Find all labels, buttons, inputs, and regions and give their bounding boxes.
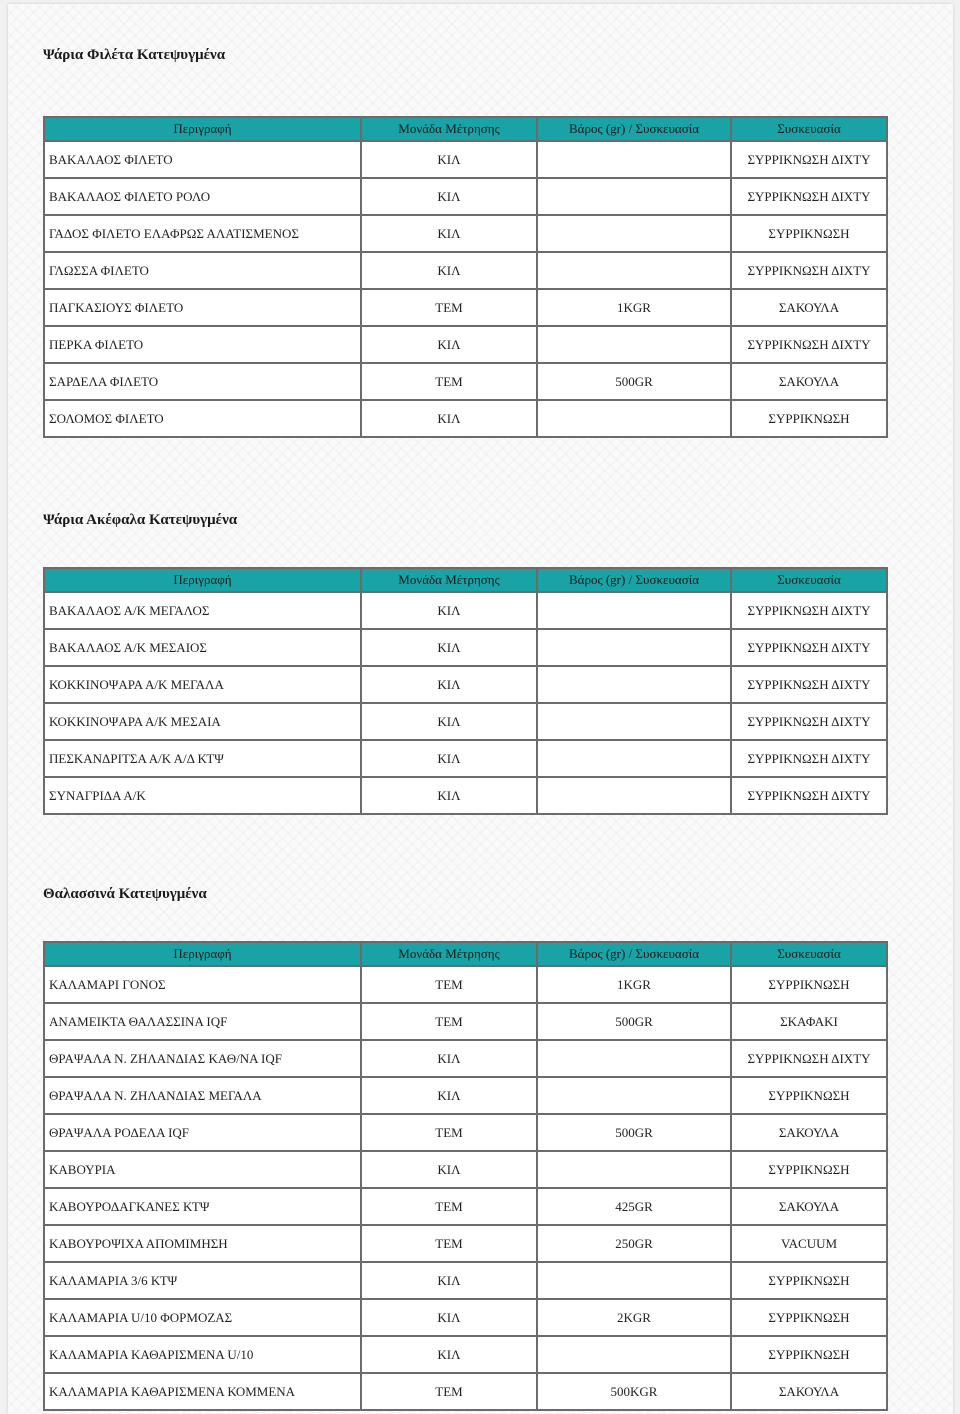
cell-unit: ΤΕΜ	[361, 1114, 537, 1151]
cell-unit: ΚΙΛ	[361, 592, 537, 629]
table-row	[44, 141, 887, 178]
cell-weight: 250GR	[537, 1225, 731, 1262]
cell-weight: 1KGR	[537, 966, 731, 1003]
cell-packaging: ΣΥΡΡΙΚΝΩΣΗ ΔΙΧΤΥ	[731, 141, 887, 178]
cell-packaging: ΣΑΚΟΥΛΑ	[731, 1114, 887, 1151]
cell-unit: ΚΙΛ	[361, 703, 537, 740]
column-header-packaging: Συσκευασία	[731, 568, 887, 592]
cell-weight	[537, 740, 731, 777]
cell-unit: ΚΙΛ	[361, 1336, 537, 1373]
cell-description: ΒΑΚΑΛΑΟΣ Α/Κ ΜΕΓΑΛΟΣ	[44, 592, 361, 629]
column-header-unit: Μονάδα Μέτρησης	[361, 117, 537, 141]
cell-weight	[537, 1077, 731, 1114]
cell-description: ΚΟΚΚΙΝΟΨΑΡΑ Α/Κ ΜΕΣΑΙΑ	[44, 703, 361, 740]
cell-weight	[537, 141, 731, 178]
cell-packaging: ΣΥΡΡΙΚΝΩΣΗ ΔΙΧΤΥ	[731, 252, 887, 289]
table-seafood	[43, 941, 888, 1411]
cell-description: ΚΟΚΚΙΝΟΨΑΡΑ Α/Κ ΜΕΓΑΛΑ	[44, 666, 361, 703]
cell-weight: 1KGR	[537, 289, 731, 326]
table-row	[44, 252, 887, 289]
section-title-fillets: Ψάρια Φιλέτα Κατεψυγμένα	[43, 47, 226, 63]
cell-unit: ΤΕΜ	[361, 966, 537, 1003]
cell-packaging: ΣΑΚΟΥΛΑ	[731, 289, 887, 326]
cell-packaging: ΣΥΡΡΙΚΝΩΣΗ ΔΙΧΤΥ	[731, 1040, 887, 1077]
cell-unit: ΚΙΛ	[361, 252, 537, 289]
cell-description: ΒΑΚΑΛΑΟΣ ΦΙΛΕΤΟ ΡΟΛΟ	[44, 178, 361, 215]
cell-unit: ΚΙΛ	[361, 400, 537, 437]
table-row	[44, 1336, 887, 1373]
section-title-seafood: Θαλασσινά Κατεψυγμένα	[43, 886, 207, 902]
cell-packaging: ΣΑΚΟΥΛΑ	[731, 1373, 887, 1410]
cell-packaging: ΣΥΡΡΙΚΝΩΣΗ ΔΙΧΤΥ	[731, 629, 887, 666]
cell-description: ΠΕΡΚΑ ΦΙΛΕΤΟ	[44, 326, 361, 363]
cell-unit: ΚΙΛ	[361, 215, 537, 252]
table-row	[44, 1373, 887, 1410]
cell-weight: 500GR	[537, 1114, 731, 1151]
cell-weight: 500KGR	[537, 1373, 731, 1410]
cell-unit: ΚΙΛ	[361, 666, 537, 703]
cell-description: ΣΥΝΑΓΡΙΔΑ Α/Κ	[44, 777, 361, 814]
cell-unit: ΚΙΛ	[361, 629, 537, 666]
table-row	[44, 363, 887, 400]
cell-unit: ΚΙΛ	[361, 777, 537, 814]
cell-description: ΠΑΓΚΑΣΙΟΥΣ ΦΙΛΕΤΟ	[44, 289, 361, 326]
cell-description: ΒΑΚΑΛΑΟΣ Α/Κ ΜΕΣΑΙΟΣ	[44, 629, 361, 666]
cell-description: ΑΝΑΜΕΙΚΤΑ ΘΑΛΑΣΣΙΝΑ IQF	[44, 1003, 361, 1040]
table-header-row	[44, 568, 887, 592]
cell-packaging: ΣΥΡΡΙΚΝΩΣΗ	[731, 1262, 887, 1299]
table-row	[44, 1077, 887, 1114]
cell-packaging: ΣΥΡΡΙΚΝΩΣΗ ΔΙΧΤΥ	[731, 666, 887, 703]
cell-unit: ΤΕΜ	[361, 363, 537, 400]
table-row	[44, 1151, 887, 1188]
cell-weight	[537, 400, 731, 437]
cell-unit: ΤΕΜ	[361, 1373, 537, 1410]
cell-description: ΒΑΚΑΛΑΟΣ ΦΙΛΕΤΟ	[44, 141, 361, 178]
cell-weight	[537, 1336, 731, 1373]
cell-description: ΓΛΩΣΣΑ ΦΙΛΕΤΟ	[44, 252, 361, 289]
table-row	[44, 1040, 887, 1077]
cell-packaging: ΣΥΡΡΙΚΝΩΣΗ ΔΙΧΤΥ	[731, 178, 887, 215]
table-row	[44, 629, 887, 666]
table-fillets	[43, 116, 888, 438]
cell-description: ΚΑΛΑΜΑΡΙΑ ΚΑΘΑΡΙΣΜΕΝΑ U/10	[44, 1336, 361, 1373]
cell-packaging: ΣΥΡΡΙΚΝΩΣΗ	[731, 966, 887, 1003]
cell-description: ΘΡΑΨΑΛΑ Ν. ΖΗΛΑΝΔΙΑΣ ΜΕΓΑΛΑ	[44, 1077, 361, 1114]
cell-unit: ΚΙΛ	[361, 1299, 537, 1336]
table-row	[44, 215, 887, 252]
table-row	[44, 666, 887, 703]
cell-unit: ΚΙΛ	[361, 178, 537, 215]
cell-packaging: ΣΥΡΡΙΚΝΩΣΗ	[731, 1336, 887, 1373]
section-title-headless: Ψάρια Ακέφαλα Κατεψυγμένα	[43, 512, 238, 528]
column-header-weight: Βάρος (gr) / Συσκευασία	[537, 568, 731, 592]
table-row	[44, 592, 887, 629]
cell-weight	[537, 1040, 731, 1077]
cell-unit: ΚΙΛ	[361, 326, 537, 363]
cell-packaging: ΣΑΚΟΥΛΑ	[731, 1188, 887, 1225]
column-header-unit: Μονάδα Μέτρησης	[361, 568, 537, 592]
table-row	[44, 178, 887, 215]
cell-description: ΘΡΑΨΑΛΑ Ν. ΖΗΛΑΝΔΙΑΣ ΚΑΘ/ΝΑ IQF	[44, 1040, 361, 1077]
cell-weight	[537, 703, 731, 740]
cell-weight	[537, 178, 731, 215]
cell-packaging: ΣΥΡΡΙΚΝΩΣΗ	[731, 1299, 887, 1336]
table-header-row	[44, 942, 887, 966]
column-header-unit: Μονάδα Μέτρησης	[361, 942, 537, 966]
cell-unit: ΚΙΛ	[361, 1040, 537, 1077]
table-row	[44, 1188, 887, 1225]
column-header-weight: Βάρος (gr) / Συσκευασία	[537, 117, 731, 141]
cell-packaging: ΣΥΡΡΙΚΝΩΣΗ	[731, 215, 887, 252]
cell-weight	[537, 326, 731, 363]
cell-description: ΘΡΑΨΑΛΑ ΡΟΔΕΛΑ IQF	[44, 1114, 361, 1151]
cell-unit: ΚΙΛ	[361, 1077, 537, 1114]
cell-unit: ΤΕΜ	[361, 289, 537, 326]
cell-weight: 500GR	[537, 1003, 731, 1040]
cell-description: ΚΑΛΑΜΑΡΙ ΓΟΝΟΣ	[44, 966, 361, 1003]
table-headless	[43, 567, 888, 815]
cell-unit: ΚΙΛ	[361, 1151, 537, 1188]
cell-description: ΚΑΛΑΜΑΡΙΑ U/10 ΦΟΡΜΟΖΑΣ	[44, 1299, 361, 1336]
cell-description: ΚΑΛΑΜΑΡΙΑ ΚΑΘΑΡΙΣΜΕΝΑ ΚΟΜΜΕΝΑ	[44, 1373, 361, 1410]
cell-description: ΣΑΡΔΕΛΑ ΦΙΛΕΤΟ	[44, 363, 361, 400]
column-header-description: Περιγραφή	[44, 568, 361, 592]
cell-unit: ΚΙΛ	[361, 1262, 537, 1299]
cell-packaging: ΣΥΡΡΙΚΝΩΣΗ ΔΙΧΤΥ	[731, 326, 887, 363]
cell-description: ΚΑΒΟΥΡΙΑ	[44, 1151, 361, 1188]
table-row	[44, 289, 887, 326]
column-header-description: Περιγραφή	[44, 942, 361, 966]
cell-weight: 425GR	[537, 1188, 731, 1225]
table-row	[44, 400, 887, 437]
cell-unit: ΤΕΜ	[361, 1225, 537, 1262]
cell-unit: ΚΙΛ	[361, 740, 537, 777]
cell-weight	[537, 1151, 731, 1188]
cell-description: ΚΑΒΟΥΡΟΔΑΓΚΑΝΕΣ ΚΤΨ	[44, 1188, 361, 1225]
cell-description: ΣΟΛΟΜΟΣ ΦΙΛΕΤΟ	[44, 400, 361, 437]
cell-packaging: ΣΑΚΟΥΛΑ	[731, 363, 887, 400]
cell-weight	[537, 592, 731, 629]
cell-packaging: ΣΥΡΡΙΚΝΩΣΗ	[731, 1077, 887, 1114]
table-header-row	[44, 117, 887, 141]
cell-packaging: ΣΥΡΡΙΚΝΩΣΗ ΔΙΧΤΥ	[731, 777, 887, 814]
column-header-packaging: Συσκευασία	[731, 117, 887, 141]
cell-description: ΚΑΛΑΜΑΡΙΑ 3/6 ΚΤΨ	[44, 1262, 361, 1299]
column-header-description: Περιγραφή	[44, 117, 361, 141]
cell-packaging: ΣΚΑΦΑΚΙ	[731, 1003, 887, 1040]
column-header-packaging: Συσκευασία	[731, 942, 887, 966]
table-row	[44, 740, 887, 777]
cell-packaging: ΣΥΡΡΙΚΝΩΣΗ ΔΙΧΤΥ	[731, 740, 887, 777]
cell-weight	[537, 666, 731, 703]
cell-weight: 500GR	[537, 363, 731, 400]
table-row	[44, 1262, 887, 1299]
cell-weight	[537, 777, 731, 814]
cell-description: ΠΕΣΚΑΝΔΡΙΤΣΑ Α/Κ Α/Δ ΚΤΨ	[44, 740, 361, 777]
cell-weight	[537, 629, 731, 666]
table-row	[44, 326, 887, 363]
cell-weight	[537, 1262, 731, 1299]
cell-weight: 2KGR	[537, 1299, 731, 1336]
cell-description: ΓΑΔΟΣ ΦΙΛΕΤΟ ΕΛΑΦΡΩΣ ΑΛΑΤΙΣΜΕΝΟΣ	[44, 215, 361, 252]
cell-packaging: ΣΥΡΡΙΚΝΩΣΗ	[731, 400, 887, 437]
table-row	[44, 1299, 887, 1336]
cell-weight	[537, 252, 731, 289]
table-row	[44, 1003, 887, 1040]
table-row	[44, 777, 887, 814]
cell-weight	[537, 215, 731, 252]
table-row	[44, 703, 887, 740]
cell-unit: ΚΙΛ	[361, 141, 537, 178]
cell-packaging: VACUUM	[731, 1225, 887, 1262]
cell-packaging: ΣΥΡΡΙΚΝΩΣΗ	[731, 1151, 887, 1188]
cell-unit: ΤΕΜ	[361, 1188, 537, 1225]
column-header-weight: Βάρος (gr) / Συσκευασία	[537, 942, 731, 966]
cell-packaging: ΣΥΡΡΙΚΝΩΣΗ ΔΙΧΤΥ	[731, 592, 887, 629]
cell-packaging: ΣΥΡΡΙΚΝΩΣΗ ΔΙΧΤΥ	[731, 703, 887, 740]
table-row	[44, 1114, 887, 1151]
cell-unit: ΤΕΜ	[361, 1003, 537, 1040]
table-row	[44, 1225, 887, 1262]
cell-description: ΚΑΒΟΥΡΟΨΙΧΑ ΑΠΟΜΙΜΗΣΗ	[44, 1225, 361, 1262]
table-row	[44, 966, 887, 1003]
